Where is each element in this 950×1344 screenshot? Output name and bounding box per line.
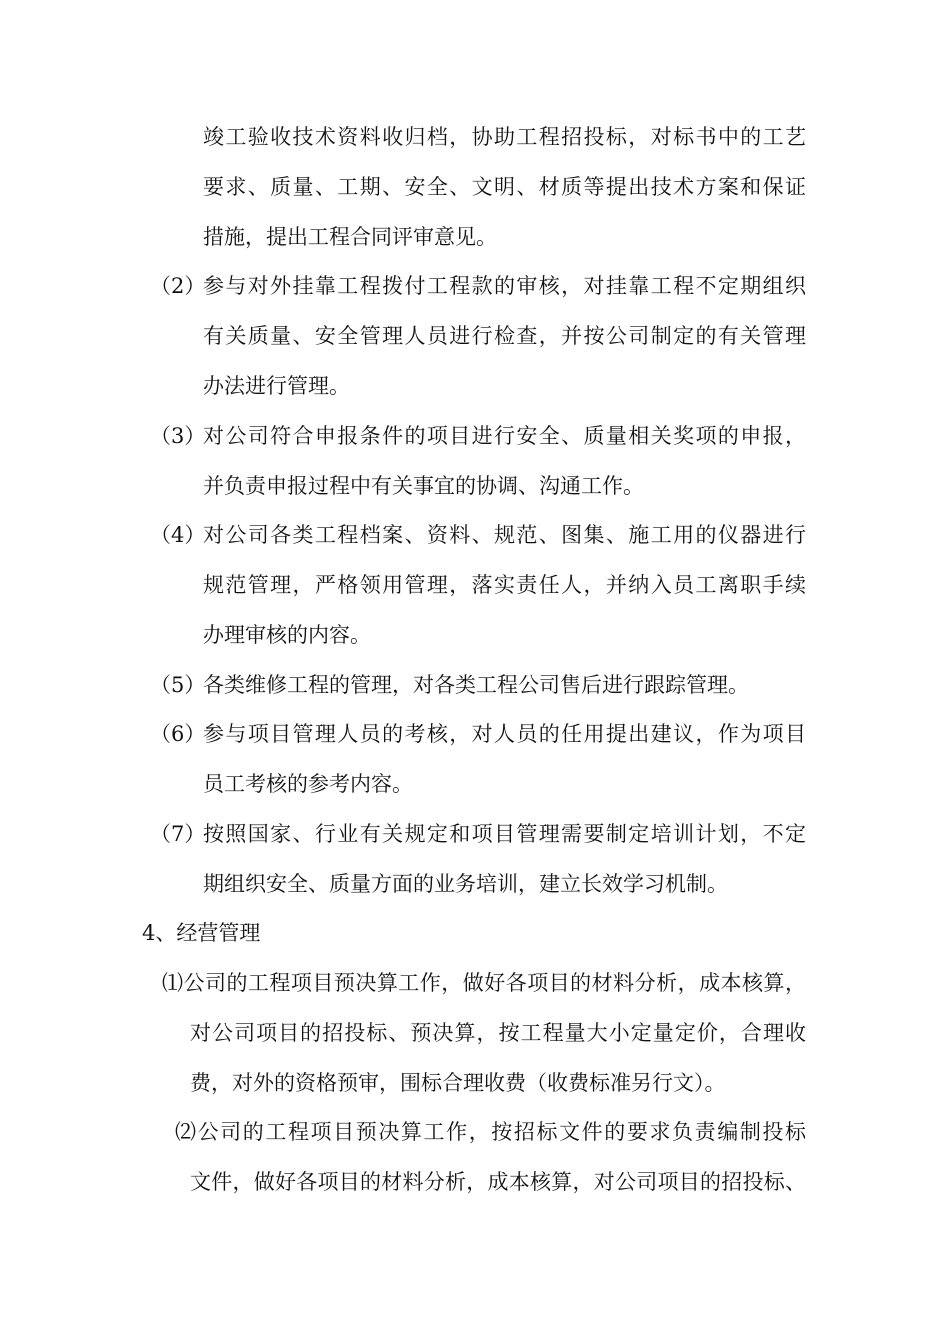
text-line: 规范管理，严格领用管理，落实责任人，并纳入员工离职手续 bbox=[203, 573, 806, 597]
text-line: 要求、质量、工期、安全、文明、材质等提出技术方案和保证 bbox=[203, 175, 806, 199]
section-heading: 4、经营管理 bbox=[142, 921, 261, 945]
text-line: 期组织安全、质量方面的业务培训，建立长效学习机制。 bbox=[203, 872, 728, 896]
text-line: 办理审核的内容。 bbox=[203, 623, 371, 647]
list-number: （7） bbox=[150, 822, 206, 846]
list-item-6 bbox=[150, 719, 806, 749]
list-number: （5） bbox=[150, 673, 206, 697]
paragraph-1-line: 对公司项目的招投标、预决算，按工程量大小定量定价，合理收 bbox=[190, 1021, 806, 1045]
list-text: 按照国家、行业有关规定和项目管理需要制定培训计划，不定 bbox=[203, 822, 806, 846]
list-text: 对公司符合申报条件的项目进行安全、质量相关奖项的申报， bbox=[203, 424, 806, 448]
list-item-5 bbox=[150, 670, 806, 700]
paragraph-1-line: ⑴公司的工程项目预决算工作，做好各项目的材料分析，成本核算， bbox=[162, 971, 806, 995]
list-text: 参与项目管理人员的考核，对人员的任用提出建议，作为项目 bbox=[203, 722, 806, 746]
list-text: 对公司各类工程档案、资料、规范、图集、施工用的仪器进行 bbox=[203, 523, 806, 547]
list-text: 各类维修工程的管理，对各类工程公司售后进行跟踪管理。 bbox=[203, 673, 749, 697]
list-item-3 bbox=[150, 421, 806, 451]
list-number: （2） bbox=[150, 274, 206, 298]
paragraph-2-line: 文件，做好各项目的材料分析，成本核算，对公司项目的招投标、 bbox=[190, 1170, 806, 1194]
text-line: 办法进行管理。 bbox=[203, 374, 350, 398]
paragraph-2-line: ⑵公司的工程项目预决算工作，按招标文件的要求负责编制投标 bbox=[175, 1120, 806, 1144]
list-item-7 bbox=[150, 819, 806, 849]
list-item-2 bbox=[150, 271, 806, 301]
list-number: （3） bbox=[150, 424, 206, 448]
list-number: （6） bbox=[150, 722, 206, 746]
list-item-4 bbox=[150, 520, 806, 550]
paragraph-1-line: 费，对外的资格预审，围标合理收费（收费标准另行文）。 bbox=[190, 1071, 726, 1095]
text-line: 员工考核的参考内容。 bbox=[203, 772, 413, 796]
text-line: 措施，提出工程合同评审意见。 bbox=[203, 225, 497, 249]
text-line: 并负责申报过程中有关事宜的协调、沟通工作。 bbox=[203, 474, 644, 498]
list-number: （4） bbox=[150, 523, 206, 547]
text-line: 有关质量、安全管理人员进行检查，并按公司制定的有关管理 bbox=[203, 324, 806, 348]
list-text: 参与对外挂靠工程拨付工程款的审核，对挂靠工程不定期组织 bbox=[203, 274, 806, 298]
text-line: 竣工验收技术资料收归档，协助工程招投标，对标书中的工艺 bbox=[203, 125, 806, 149]
